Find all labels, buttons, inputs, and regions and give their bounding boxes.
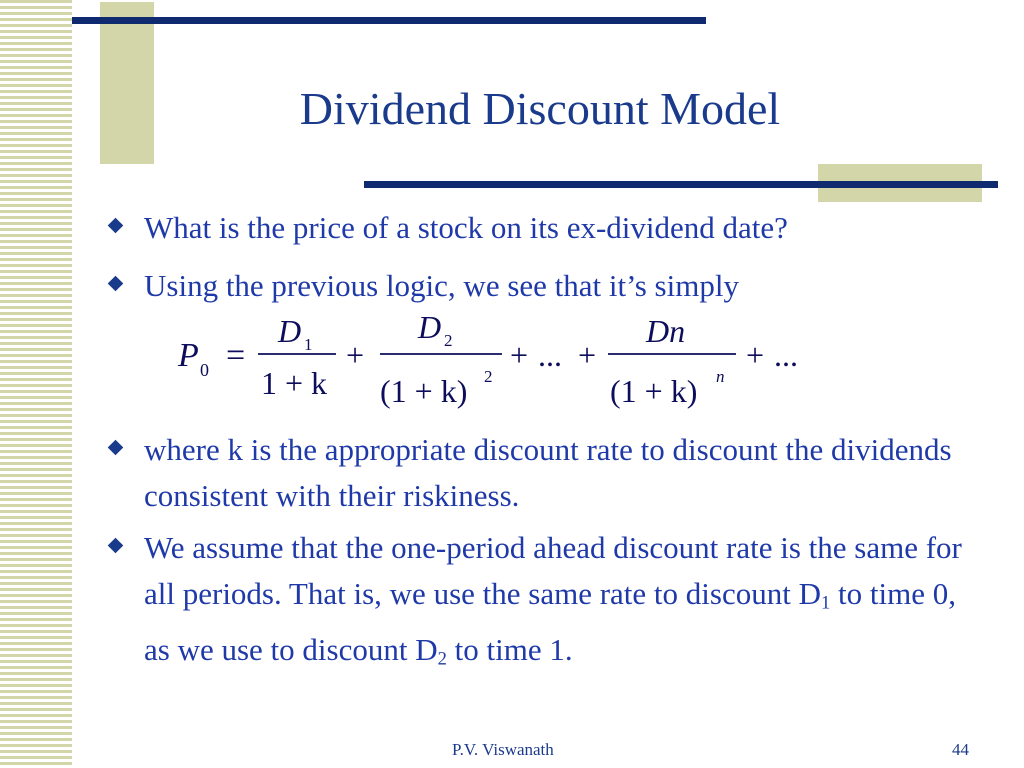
term1-numerator-subscript: 1 xyxy=(304,335,313,354)
term1-numerator: D xyxy=(278,313,302,349)
bottom-accent-bar xyxy=(364,181,998,188)
bullet-item xyxy=(106,427,986,519)
bullet-text: Using the previous logic, we see that it’s simply xyxy=(144,268,739,303)
plus-sign: + xyxy=(746,337,765,373)
footer-author: P.V. Viswanath xyxy=(452,740,554,759)
term2-exponent: 2 xyxy=(484,367,493,386)
diamond-bullet-icon xyxy=(108,538,124,554)
plus-sign: + xyxy=(510,337,529,373)
bullet-text: where k is the appropriate discount rate to discount the dividends consistent with their riskiness. xyxy=(144,432,952,513)
plus-sign: + xyxy=(346,337,365,373)
page-number: 44 xyxy=(952,740,969,759)
formula-equals: = xyxy=(226,337,246,374)
ellipsis: ... xyxy=(774,337,798,373)
ellipsis: ... xyxy=(538,337,562,373)
top-olive-block xyxy=(100,2,154,164)
formula-lhs-subscript: 0 xyxy=(200,360,209,380)
diamond-bullet-icon xyxy=(108,218,124,234)
bullet-item xyxy=(106,525,986,682)
left-stripe-decoration xyxy=(0,0,72,768)
formula-lhs: P xyxy=(178,337,199,374)
diamond-bullet-icon xyxy=(108,276,124,292)
diamond-bullet-icon xyxy=(108,440,124,456)
term3-denominator: (1 + k) xyxy=(610,373,698,409)
bullet-text: We assume that the one-period ahead discount rate is the same for all periods. That is, we use the same rate to discount $D_1$ to time 0, as we use to discount $D_2$ to time 1. xyxy=(144,530,962,670)
bullet-item xyxy=(106,205,986,251)
slide-title: Dividend Discount Model xyxy=(299,83,781,134)
term2-numerator: D xyxy=(418,309,442,345)
term3-numerator: Dn xyxy=(646,313,686,349)
bullet-text: What is the price of a stock on its ex-dividend date? xyxy=(144,210,788,245)
top-accent-bar xyxy=(72,17,706,24)
term3-exponent: n xyxy=(716,367,725,386)
term2-denominator: (1 + k) xyxy=(380,373,468,409)
term2-numerator-subscript: 2 xyxy=(444,331,453,350)
term1-denominator: 1 + k xyxy=(261,365,328,401)
bullet-list xyxy=(106,205,986,682)
plus-sign: + xyxy=(578,337,597,373)
bullet-item xyxy=(106,263,986,309)
dividend-discount-formula xyxy=(168,304,828,414)
